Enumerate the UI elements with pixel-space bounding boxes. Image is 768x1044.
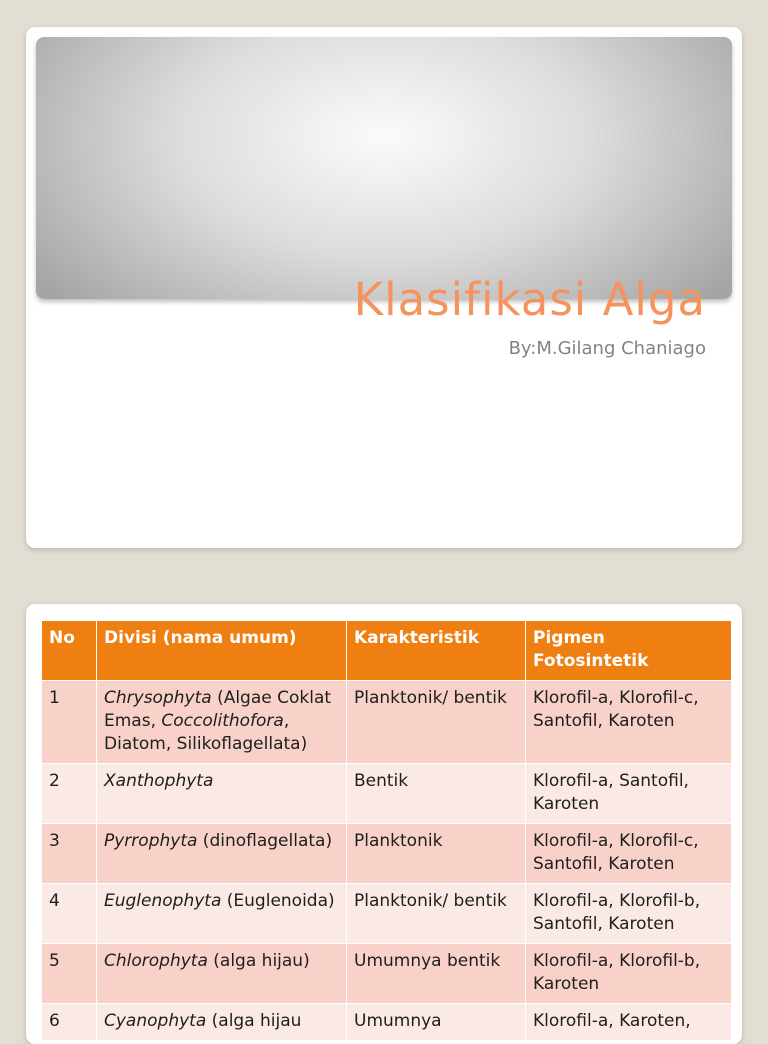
header-pigmen: Pigmen Fotosintetik (526, 621, 732, 681)
divisi-scientific-name: Pyrrophyta (104, 831, 198, 851)
divisi-scientific-name: Xanthophyta (104, 771, 214, 791)
cell-pigmen: Klorofil-a, Klorofil-c, Santofil, Karoten (526, 824, 732, 884)
cell-karakteristik: Planktonik/ bentik (347, 681, 526, 764)
divisi-common-name: (alga hijau) (207, 951, 310, 971)
cell-no: 3 (42, 824, 97, 884)
cell-no: 6 (42, 1004, 97, 1041)
cell-pigmen: Klorofil-a, Klorofil-c, Santofil, Karoten (526, 681, 732, 764)
cell-pigmen: Klorofil-a, Klorofil-b, Karoten (526, 944, 732, 1004)
title-slide[interactable] (26, 27, 742, 548)
table-row (42, 944, 732, 1004)
cell-divisi (97, 681, 347, 764)
table-row (42, 824, 732, 884)
table-header-row (42, 621, 732, 681)
divisi-common-name: (Euglenoida) (221, 891, 335, 911)
divisi-common-name-2: , Diatom, Silikoflagellata) (104, 711, 308, 754)
header-karakteristik: Karakteristik (347, 621, 526, 681)
cell-divisi (97, 764, 347, 824)
divisi-scientific-name: Cyanophyta (104, 1011, 207, 1031)
cell-karakteristik: Planktonik/ bentik (347, 884, 526, 944)
header-no: No (42, 621, 97, 681)
table-row (42, 884, 732, 944)
table-row (42, 681, 732, 764)
cell-karakteristik: Bentik (347, 764, 526, 824)
divisi-scientific-name: Chrysophyta (104, 688, 212, 708)
cell-divisi (97, 1004, 347, 1041)
algae-classification-table (41, 620, 732, 1041)
divisi-scientific-name-2: Coccolithofora (161, 711, 284, 731)
table-slide[interactable] (26, 604, 742, 1044)
cell-pigmen: Klorofil-a, Santofil, Karoten (526, 764, 732, 824)
cell-karakteristik: Umumnya bentik (347, 944, 526, 1004)
table-row (42, 764, 732, 824)
cell-pigmen: Klorofil-a, Klorofil-b, Santofil, Karoten (526, 884, 732, 944)
header-divisi: Divisi (nama umum) (97, 621, 347, 681)
cell-no: 4 (42, 884, 97, 944)
divisi-scientific-name: Chlorophyta (104, 951, 208, 971)
cell-divisi (97, 884, 347, 944)
slide-title: Klasifikasi Alga (353, 273, 706, 326)
divisi-scientific-name: Euglenophyta (104, 891, 222, 911)
cell-no: 5 (42, 944, 97, 1004)
cell-pigmen: Klorofil-a, Karoten, (526, 1004, 732, 1041)
table-row (42, 1004, 732, 1041)
cell-divisi (97, 944, 347, 1004)
divisi-common-name: (alga hijau (206, 1011, 302, 1031)
cell-karakteristik: Umumnya (347, 1004, 526, 1041)
title-banner (36, 37, 732, 299)
cell-karakteristik: Planktonik (347, 824, 526, 884)
slide-subtitle: By:M.Gilang Chaniago (508, 338, 706, 359)
cell-no: 1 (42, 681, 97, 764)
cell-no: 2 (42, 764, 97, 824)
cell-divisi (97, 824, 347, 884)
divisi-common-name: (dinoflagellata) (197, 831, 333, 851)
divisi-common-name: (Algae Coklat Emas, (104, 688, 332, 731)
